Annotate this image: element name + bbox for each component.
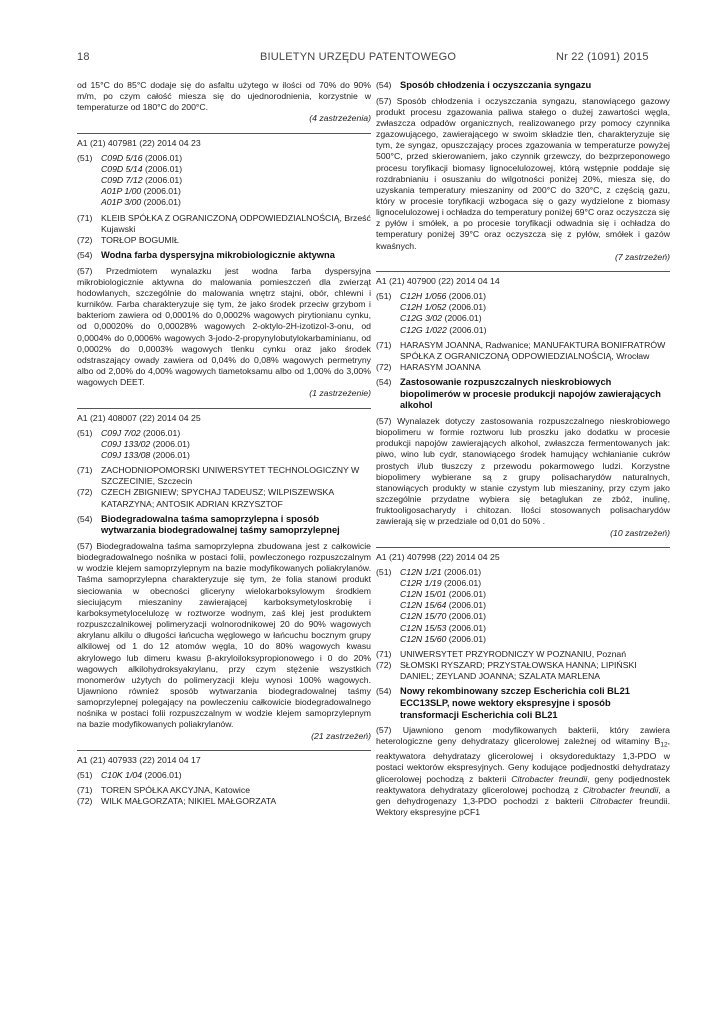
patent-entry xyxy=(77,755,371,808)
field-tag: (71) xyxy=(77,465,93,476)
patent-entry xyxy=(77,413,371,742)
entry-head: A1 (21) 408007 (22) 2014 04 25 xyxy=(77,412,201,423)
abstract: Przedmiotem wynalazku jest wodna farba dyspersyjna mikrobiologicznie aktywna do malowania pomieszczeń dla zwierząt hodowlanych, szczególnie do malowania wnętrz stajni, obór, chlewni i kurników. Farba charakteryzuje się tym, że jako środek przeciw grzybom i bakteriom zawiera od 0,0001% do 0,0002% wagowych pirytionianu cynku, od 0,00020% do 0,00028% wagowych 2-oktylo-2H-izotizol-3-onu, od 0,0004% do 0,0006% wagowych 3-jodo-2-propynylobutylokarbaminianu, od 0,0002% do 0,0003% wagowych tlenku cynku oraz jako środek odstraszający owady zawiera od 0,04% do 0,08% wagowych permetryny albo od 2,00% do 4,00% wagowych tiametoksamu albo od 1,00% do 3,00% wagowych DEET. xyxy=(77,265,371,388)
field-tag: (57) xyxy=(376,725,392,736)
right-column xyxy=(376,80,670,818)
ipc-codes: C09J 7/02 (2006.01) C09J 133/02 (2006.01) C09J 133/08 (2006.01) xyxy=(101,427,190,460)
entry-head: A1 (21) 407933 (22) 2014 04 17 xyxy=(77,754,201,765)
abstract: Sposób chłodzenia i oczyszczania syngazu, stanowiącego gazowy produkt procesu zgazowania paliwa stałego o dużej zawartości węgla, zwłaszcza odpadów organicznych, realizowanego przy pomocy czynnika zgazowującego, zawierającego w swoim składzie tlen, charakteryzuje się tym, że syngaz, opuszczający proces zgazowania w temperaturze powyżej 500°C, przed skierowaniem, jako czynnik grzewczy, do bezprzeponowego procesu toryfikacji biomasy lignocelulozowej, którą wstępnie poddaje się rozdrabnianiu i osuszaniu do wilgotności poniżej 20%, miesza się, do uzyskania temperatury mieszaniny od 200°C do 320°C, z częścią gazu, który w procesie toryfikacji wzbogaca się o gazy wydzielone z biomasy lignocelulozowej i ochładza do temperatury poniżej 69°C oraz oczyszcza się z pyłów i smółek, a po procesie toryfikacji odwadnia się i ochładza do temperatury poniżej 39°C oraz oczyszcza się z pyłów, smółek i gazów kwaśnych. xyxy=(376,95,670,251)
applicant: KLEIB SPÓŁKA Z OGRANICZONĄ ODPOWIEDZIALNOŚCIĄ, Brześć Kujawski xyxy=(101,212,371,234)
field-tag: (51) xyxy=(77,427,93,438)
inventor: TORŁOP BOGUMIŁ xyxy=(101,234,179,245)
invention-title: Nowy rekombinowany szczep Escherichia coli BL21 ECC13SLP, nowe wektory ekspresyjne i sposób transformacji Escherichia coli BL21 xyxy=(400,686,630,720)
invention-title: Sposób chłodzenia i oczyszczania syngazu xyxy=(400,80,592,90)
ipc-codes: C09D 5/16 (2006.01) C09D 5/14 (2006.01) C09D 7/12 (2006.01) A01P 1/00 (2006.01) A01P 3/00 (2006.01) xyxy=(101,152,183,208)
field-tag: (51) xyxy=(376,291,392,302)
abstract: Biodegradowalna taśma samoprzylepna zbudowana jest z całkowicie biodegradowalnego nośnika w postaci folii, powleczonego rozpuszczalnym w wodzie klejem samoprzylepnym na bazie modyfikowanych poliakrylanów. Taśma samoprzylepna charakteryzuje się tym, że folia stanowi produkt sieciowania w obecności gliceryny wielokarboksylowym środkiem sieciującym mieszaniny zawierającej karboksymetyloskrobię i karboksymetylocelulozę w roztworze wodnym, zaś klej jest produktem rozpuszczalnikowej polimeryzacji wolnorodnikowej 20 do 90% wagowych akrylanu alkilu o długości łańcucha węglowego w łańcuchu bocznym grupy alkilowej od 1 do 12 atomów węgla, 10 do 80% wagowych kwasu akrylowego lub dimeru kwasu β-akryloiloksypropionowego i 0 do 20% wagowych alkilohydroksyakrylanu, przy czym stężenie wszystkich monomerów użytych do polimeryzacji kleju wynosi 100% wagowych. Ujawniono również sposób wytwarzania biodegradowalnej taśmy samoprzylepnej polegający na powleczeniu całkowicie biodegradowalnego nośnika w postaci folii rozpuszczalnym w wodzie klejem samoprzylepnym na bazie modyfikowanych poliakrylanów. xyxy=(77,540,371,730)
page-number: 18 xyxy=(77,51,90,63)
claims-count: (21 zastrzeżeń) xyxy=(311,730,371,741)
field-tag: (72) xyxy=(77,796,93,807)
field-tag: (72) xyxy=(77,234,93,245)
applicant: UNIWERSYTET PRZYRODNICZY W POZNANIU, Poznań xyxy=(400,648,627,659)
journal-title: BIULETYN URZĘDU PATENTOWEGO xyxy=(260,51,457,63)
intro-text: od 15°C do 85°C dodaje się do asfaltu użytego w ilości od 70% do 90% m/m, po czym całość miesza się do ujednorodnienia, korzystnie w temperaturze od 180°C do 200°C. xyxy=(77,80,371,113)
field-tag: (54) xyxy=(376,377,392,388)
field-tag: (71) xyxy=(77,212,93,223)
field-tag: (51) xyxy=(376,566,392,577)
field-tag: (54) xyxy=(376,80,392,90)
left-column xyxy=(77,80,371,807)
field-tag: (72) xyxy=(376,362,392,373)
field-tag: (71) xyxy=(77,785,93,796)
field-tag: (51) xyxy=(77,152,93,163)
field-tag: (57) xyxy=(77,540,93,551)
field-tag: (71) xyxy=(376,648,392,659)
patent-entry xyxy=(376,552,670,818)
invention-title: Zastosowanie rozpuszczalnych nieskrobiowych biopolimerów w procesie produkcji napojów zawierających alkohol xyxy=(400,377,661,411)
claims-count: (7 zastrzeżeń) xyxy=(614,251,670,262)
patent-entry xyxy=(77,138,371,400)
inventor: CZECH ZBIGNIEW; SPYCHAJ TADEUSZ; WILPISZEWSKA KATARZYNA; ANTOSIK ADRIAN KRZYSZTOF xyxy=(101,487,334,509)
applicant: TOREN SPÓŁKA AKCYJNA, Katowice xyxy=(101,785,251,796)
field-tag: (57) xyxy=(77,265,93,276)
applicant: ZACHODNIOPOMORSKI UNIWERSYTET TECHNOLOGICZNY W SZCZECINIE, Szczecin xyxy=(101,465,360,487)
patent-entry-continued xyxy=(376,80,670,263)
invention-title: Biodegradowalna taśma samoprzylepna i sposób wytwarzania biodegradowalnej taśmy samoprzylepnej xyxy=(101,513,340,536)
field-tag: (72) xyxy=(77,487,93,498)
field-tag: (54) xyxy=(77,250,93,261)
ipc-codes: C12H 1/056 (2006.01) C12H 1/052 (2006.01) C12G 3/02 (2006.01) C12G 1/022 (2006.01) xyxy=(400,291,487,335)
ipc-codes: C12N 1/21 (2006.01) C12R 1/19 (2006.01) C12N 15/01 (2006.01) C12N 15/64 (2006.01) C12N 15/70 (2006.01) C12N 15/53 (2006.01) C12N 15/60 (2006.01) xyxy=(400,566,486,644)
applicant: HARASYM JOANNA, Radwanice; MANUFAKTURA BONIFRATRÓW SPÓŁKA Z OGRANICZONĄ ODPOWIEDZIALNOŚCIĄ, Wrocław xyxy=(400,339,666,361)
claims-count: (4 zastrzeżenia) xyxy=(309,113,371,124)
inventor: WILK MAŁGORZATA; NIKIEL MAŁGORZATA xyxy=(101,796,277,807)
patent-entry xyxy=(376,276,670,539)
entry-head: A1 (21) 407981 (22) 2014 04 23 xyxy=(77,137,201,148)
abstract: (57) Ujawniono genom modyfikowanych bakterii, który zawiera heterologiczne geny dehydratazy glicerolowej zależnej od witaminy $B_{12}$, reaktywatora dehydratazy glicerolowej i oksydoreduktazy 1,3-PDO w postaci wektorów ekspresyjnych. Geny kodujące podjednostki dehydratazy glicerolowej pochodzą z bakterii Citrobacter freundii, geny podjednostek reaktywatora dehydratazy glicerolowej pochodzą z Citrobacter freundii, a gen dehydrogenazy 1,3-PDO pochodzi z bakterii Citrobacter freundii. Wektory ekspresyjne pCF1 xyxy=(376,725,670,818)
entry-head: A1 (21) 407998 (22) 2014 04 25 xyxy=(376,551,500,562)
field-tag: (51) xyxy=(77,769,93,780)
field-tag: (71) xyxy=(376,339,392,350)
invention-title: Wodna farba dyspersyjna mikrobiologicznie aktywna xyxy=(101,250,335,261)
claims-count: (10 zastrzeżeń) xyxy=(610,527,670,538)
inventor: SŁOMSKI RYSZARD; PRZYSTAŁOWSKA HANNA; LIPIŃSKI DANIEL; ZEYLAND JOANNA; SZALATA MARLENA xyxy=(400,660,637,682)
entry-head: A1 (21) 407900 (22) 2014 04 14 xyxy=(376,275,500,286)
issue-number: Nr 22 (1091) 2015 xyxy=(556,51,649,63)
ipc-codes: C10K 1/04 (2006.01) xyxy=(101,769,182,780)
field-tag: (72) xyxy=(376,660,392,671)
inventor: HARASYM JOANNA xyxy=(400,362,481,373)
claims-count: (1 zastrzeżenie) xyxy=(309,388,371,399)
field-tag: (54) xyxy=(77,513,93,524)
field-tag: (57) xyxy=(376,415,392,426)
field-tag: (57) xyxy=(376,95,392,106)
abstract: Wynalazek dotyczy zastosowania rozpuszczalnego nieskrobiowego biopolimeru w formie roztworu lub proszku jako dodatku w procesie produkcji napojów zawierających alkohol, zwłaszcza fermentowanych jak: piwo, wino lub cydr, stanowiącego środek hamujący wchłanianie cukrów prostych i/lub tłuszczy z przewodu pokarmowego ludzi. Korzystne biopolimery wybierane są z grupy polisacharydów naturalnych, stanowiących produkty w stanie czystym lub mieszaniny, przy czym jako szczególnie przydatne wybiera się betaglukan ze zbóż, inulinę, fruktooligosacharydy i chitozan. Ilości stosowanych polisacharydów zawierają się w przedziale od 0,01 do 50% . xyxy=(376,415,670,527)
field-tag: (54) xyxy=(376,686,392,697)
